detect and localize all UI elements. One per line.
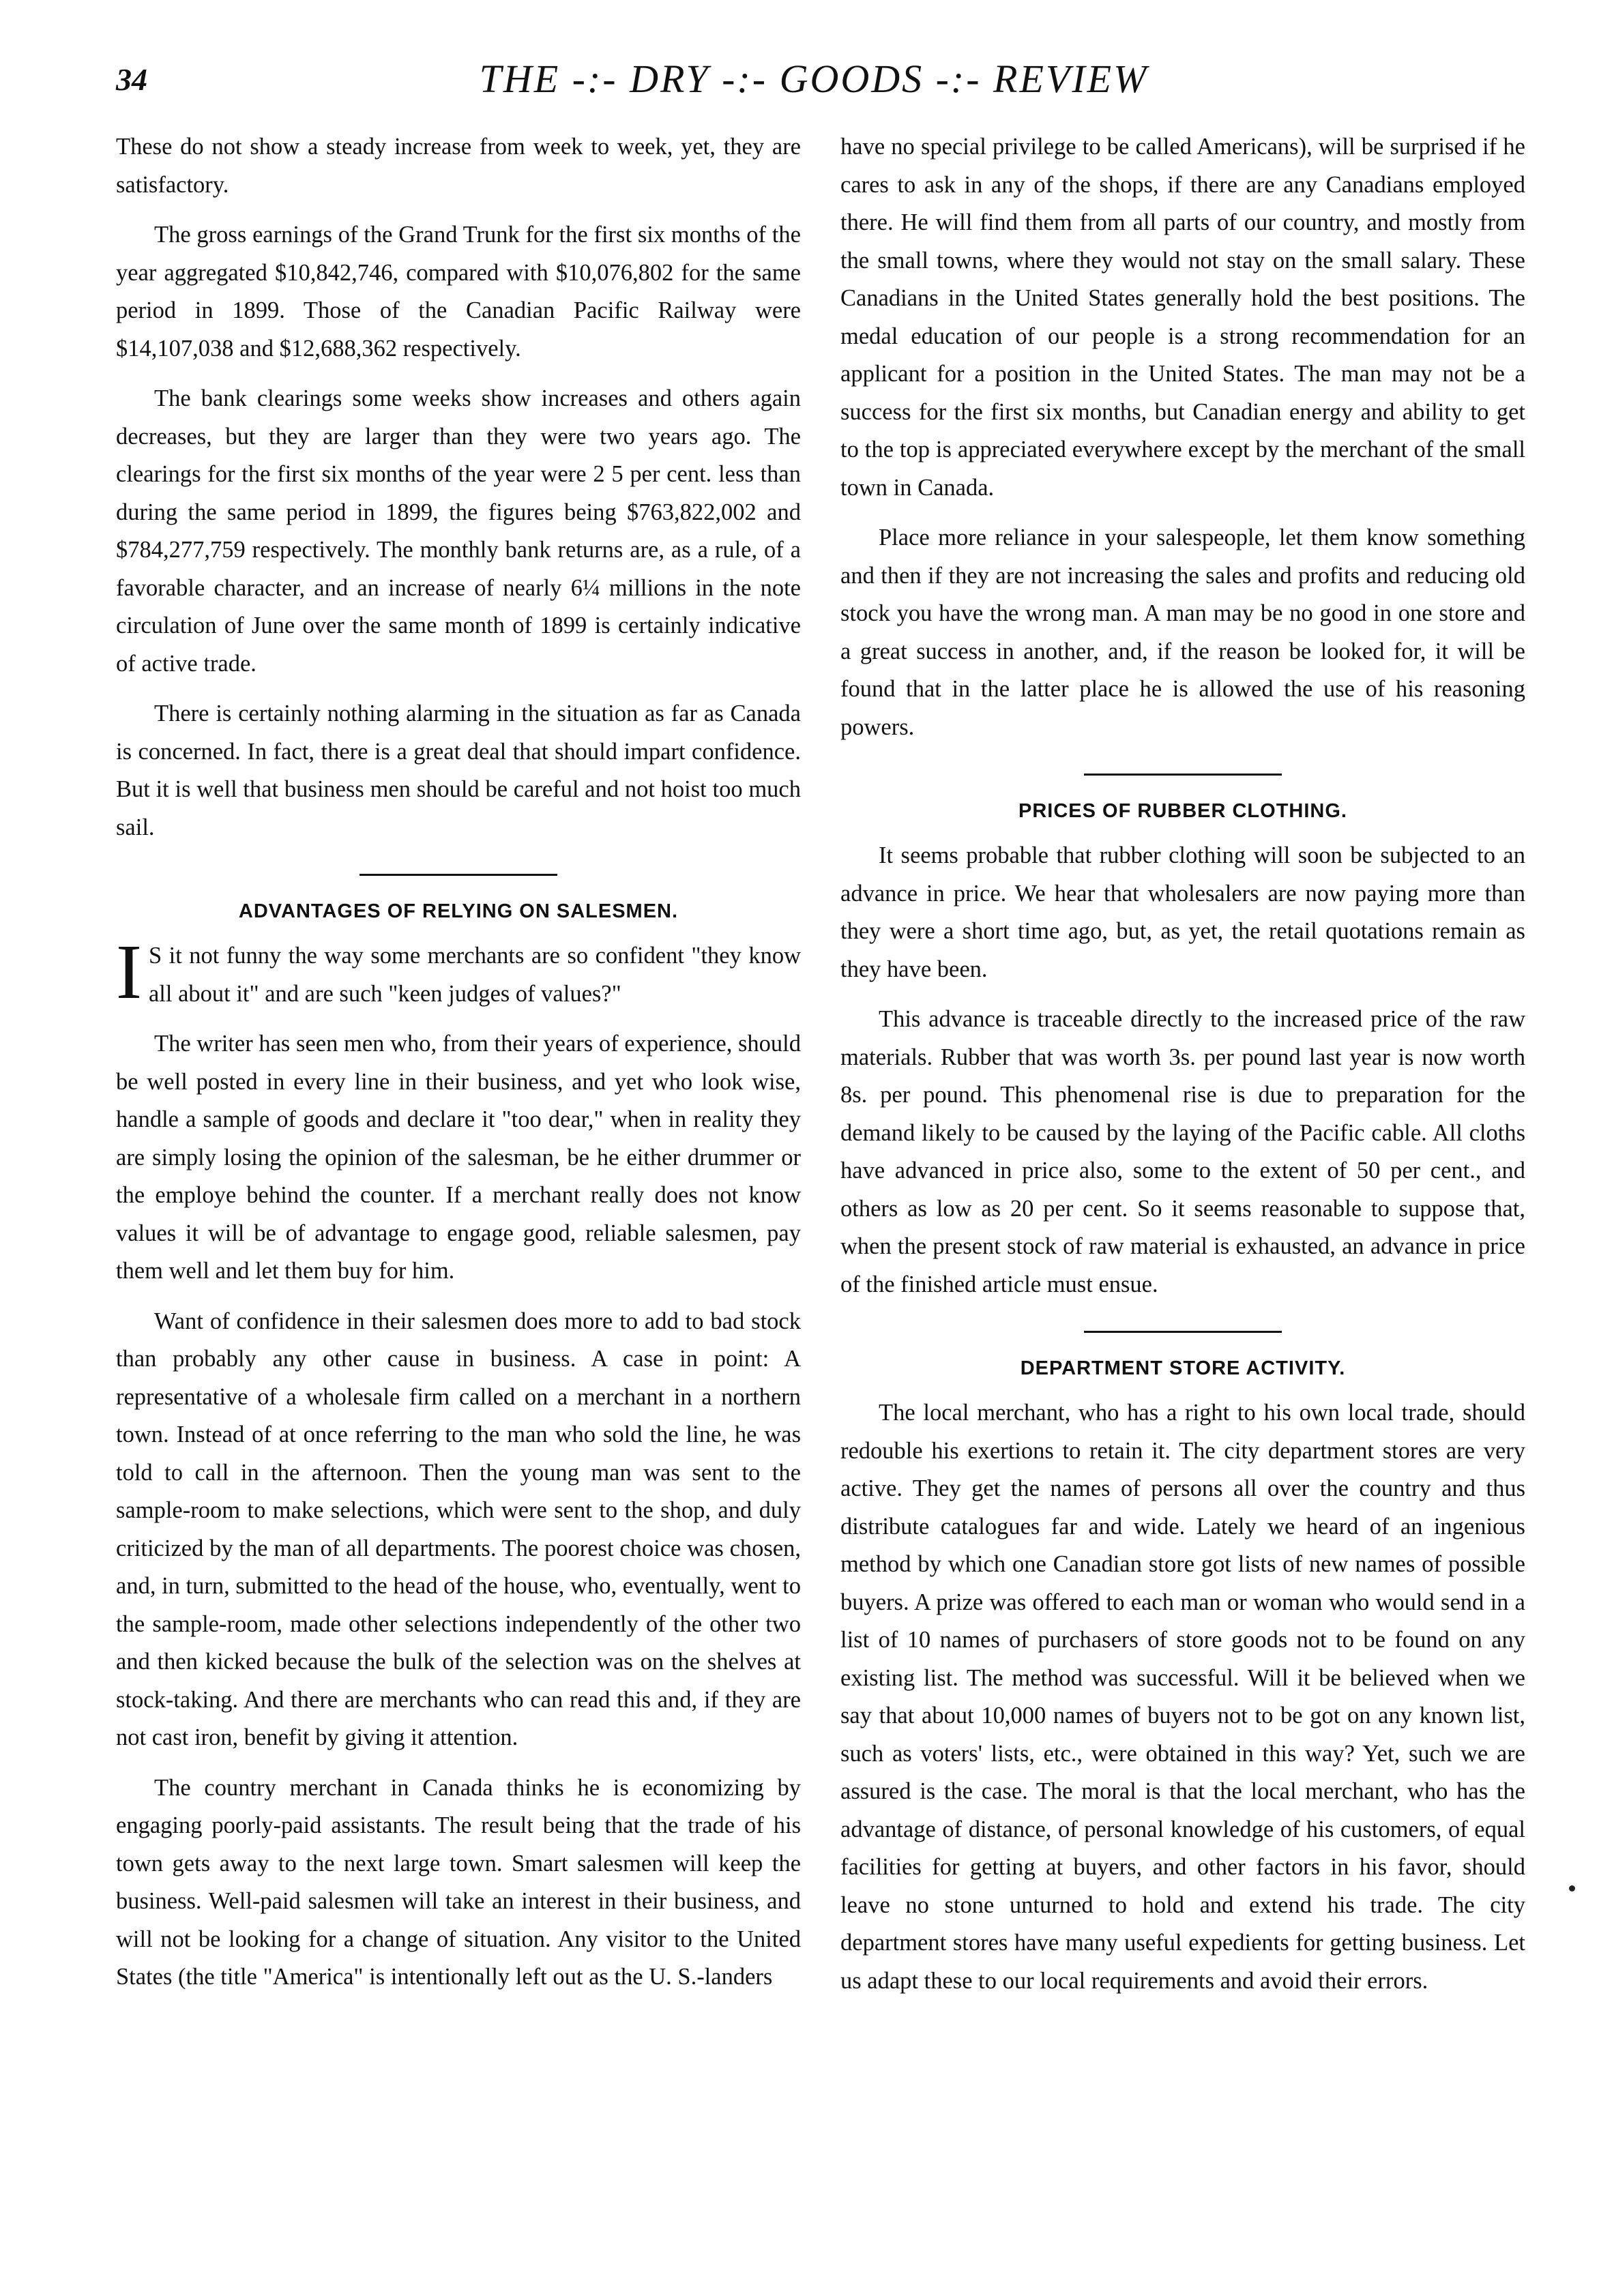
margin-mark	[1569, 1885, 1575, 1892]
paragraph: The country merchant in Canada thinks he is economizing by engaging poorly-paid assistants. The result being that the trade of his town gets away to the next large town. Smart salesmen will keep the business. Well-paid salesmen will take an interest in their business, and will not be looking for a change of situation. Any visitor to the United States (the title "America" is intentionally left out as the U. S.-landers	[116, 1774, 801, 1990]
paragraph-text: S it not funny the way some merchants are so confident "they know all about it" and are such "keen judges of values?"	[148, 943, 801, 1007]
paragraph-with-drop-cap	[116, 928, 801, 1015]
drop-cap: I	[116, 928, 142, 1015]
paragraph: The gross earnings of the Grand Trunk for the first six months of the year aggregated $10,842,746, compared with $10,076,802 for the same period in 1899. Those of the Canadian Pacific Railway were $14,107,038 and $12,688,362 respectively.	[116, 222, 801, 362]
section-divider	[1084, 774, 1282, 776]
paragraph: Want of confidence in their salesmen does more to add to bad stock than probably any other cause in business. A case in point: A representative of a wholesale firm called on a merchant in a northern town. Instead of at once referring to the man who sold the line, he was told to call in the afternoon. Then the young man was sent to the sample-room to make selections, which were sent to the shop, and duly criticized by the man of all departments. The poorest choice was chosen, and, in turn, submitted to the head of the house, who, eventually, went to the sample-room, made other selections independently of the other two and then kicked because the bulk of the selection was on the shelves at stock-taking. And there are merchants who can read this and, if they are not cast iron, benefit by giving it attention.	[116, 1308, 801, 1750]
paragraph: These do not show a steady increase from week to week, yet, they are satisfactory.	[116, 134, 801, 198]
paragraph: There is certainly nothing alarming in the situation as far as Canada is concerned. In fact, there is a great deal that should impart confidence. But it is well that business men should be careful and not hoist too much sail.	[116, 701, 801, 840]
section-heading-department: DEPARTMENT STORE ACTIVITY.	[1020, 1357, 1346, 1379]
paragraph: This advance is traceable directly to the increased price of the raw materials. Rubber that was worth 3s. per pound last year is now worth 8s. per pound. This phenomenal rise is due to preparation for the demand likely to be caused by the laying of the Pacific cable. All cloths have advanced in price also, some to the extent of 50 per cent., and others as low as 20 per cent. So it seems reasonable to suppose that, when the present stock of raw material is exhausted, an advance in price of the finished article must ensue.	[840, 1006, 1525, 1297]
section-divider	[360, 874, 557, 876]
page-number: 34	[116, 62, 147, 97]
section-heading-salesmen: ADVANTAGES OF RELYING ON SALESMEN.	[238, 900, 679, 922]
paragraph: Place more reliance in your salespeople, let them know something and then if they are not increasing the sales and profits and reducing old stock you have the wrong man. A man may be no good in one store and a great success in another, and, if the reason be looked for, it will be found that in the latter place he is allowed the use of his reasoning powers.	[840, 525, 1525, 740]
right-column	[840, 128, 1525, 2012]
paragraph: The local merchant, who has a right to his own local trade, should redouble his exertions to retain it. The city department stores are very active. They get the names of persons all over the country and thus distribute catalogues far and wide. Lately we heard of an ingenious method by which one Canadian store got lists of new names of possible buyers. A prize was offered to each man or woman who would send in a list of 10 names of purchasers of store goods not to be found on any existing list. The method was successful. Will it be believed when we say that about 10,000 names of buyers not to be got on any known list, such as voters' lists, etc., were obtained in this way? Yet, such we are assured is the case. The moral is that the local merchant, who has the advantage of distance, of personal knowledge of his customers, of equal facilities for getting at buyers, and other factors in his favor, should leave no stone unturned to hold and extend his trade. The city department stores have many useful expedients for getting business. Let us adapt these to our local requirements and avoid their errors.	[840, 1400, 1525, 1994]
paragraph: have no special privilege to be called Americans), will be surprised if he cares to ask in any of the shops, if there are any Canadians employed there. He will find them from all parts of our country, and mostly from the small towns, where they would not stay on the small salary. These Canadians in the United States generally hold the best positions. The medal education of our people is a strong recommendation for an applicant for a position in the United States. The man may not be a success for the first six months, but Canadian energy and ability to get to the top is appreciated everywhere except by the merchant of the small town in Canada.	[840, 134, 1525, 501]
paragraph: It seems probable that rubber clothing will soon be subjected to an advance in price. We hear that wholesalers are now paying more than they were a short time ago, but, as yet, the retail quotations remain as they have been.	[840, 842, 1525, 982]
paragraph: The writer has seen men who, from their years of experience, should be well posted in every line in their business, and yet who look wise, handle a sample of goods and declare it "too dear," when in reality they are simply losing the opinion of the salesman, be he either drummer or the employe behind the counter. If a merchant really does not know values it will be of advantage to engage good, reliable salesmen, pay them well and let them buy for him.	[116, 1031, 801, 1284]
section-divider	[1084, 1331, 1282, 1333]
left-column	[116, 128, 801, 2009]
page-header	[116, 56, 1512, 117]
paragraph: The bank clearings some weeks show increases and others again decreases, but they are larger than they were two years ago. The clearings for the first six months of the year were 2 5 per cent. less than during the same period in 1899, the figures being $763,822,002 and $784,277,759 respectively. The monthly bank returns are, as a rule, of a favorable character, and an increase of nearly 6¼ millions in the note circulation of June over the same month of 1899 is certainly indicative of active trade.	[116, 385, 801, 677]
running-title: THE -:- DRY -:- GOODS -:- REVIEW	[479, 57, 1149, 101]
section-heading-rubber: PRICES OF RUBBER CLOTHING.	[1018, 800, 1347, 822]
